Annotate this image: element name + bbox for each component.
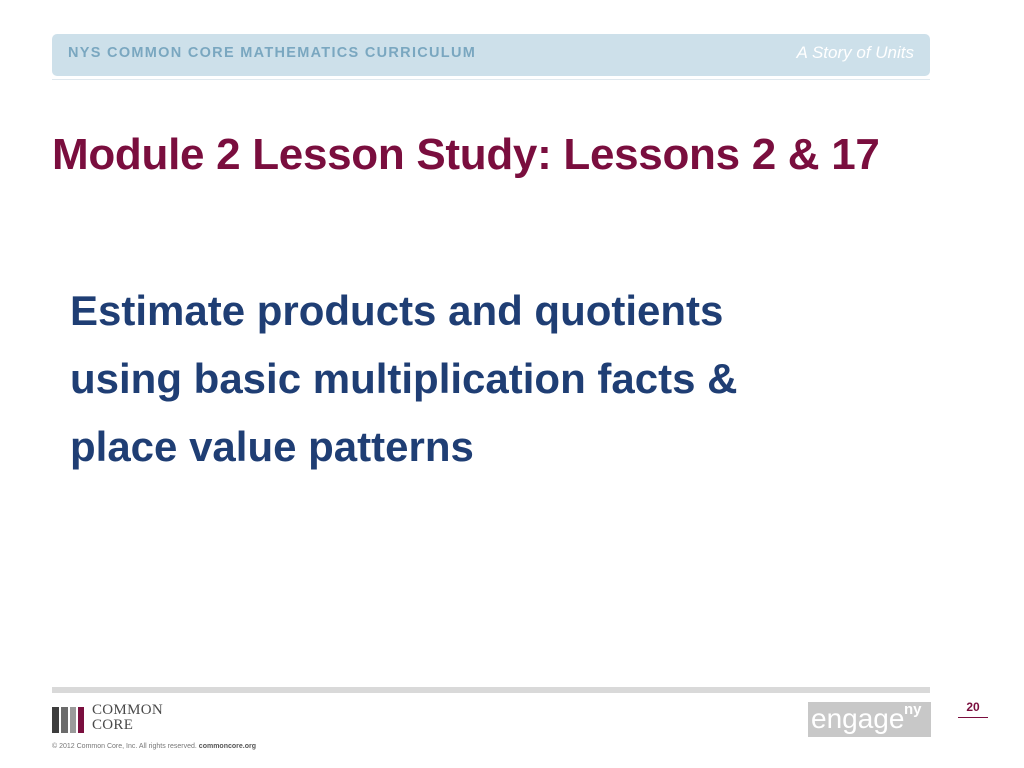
common-core-logo: [52, 702, 192, 735]
footer-divider: [52, 687, 930, 693]
slide-body: [70, 277, 890, 481]
copyright-link[interactable]: commoncore.org: [198, 743, 256, 750]
copyright-notice: © 2012 Common Core, Inc. All rights reserved. commoncore.org: [52, 743, 256, 750]
story-label: A Story of Units: [796, 43, 914, 62]
curriculum-label: NYS COMMON CORE MATHEMATICS CURRICULUM: [68, 45, 477, 61]
header-divider: [52, 79, 930, 80]
page-number: 20: [966, 700, 980, 714]
page-number-underline: [958, 717, 988, 718]
slide-title: Module 2 Lesson Study: Lessons 2 & 17: [52, 130, 880, 179]
header-band: [52, 34, 930, 76]
body-line: place value patterns: [70, 423, 474, 470]
common-core-bars-icon: [52, 707, 86, 733]
body-line: using basic multiplication facts &: [70, 355, 738, 402]
engageny-logo: [808, 702, 931, 737]
body-line: Estimate products and quotients: [70, 287, 724, 334]
engage-wordmark: engage: [811, 703, 905, 734]
common-core-wordmark: COMMON CORE: [92, 702, 163, 733]
ny-superscript: ny: [904, 701, 922, 718]
